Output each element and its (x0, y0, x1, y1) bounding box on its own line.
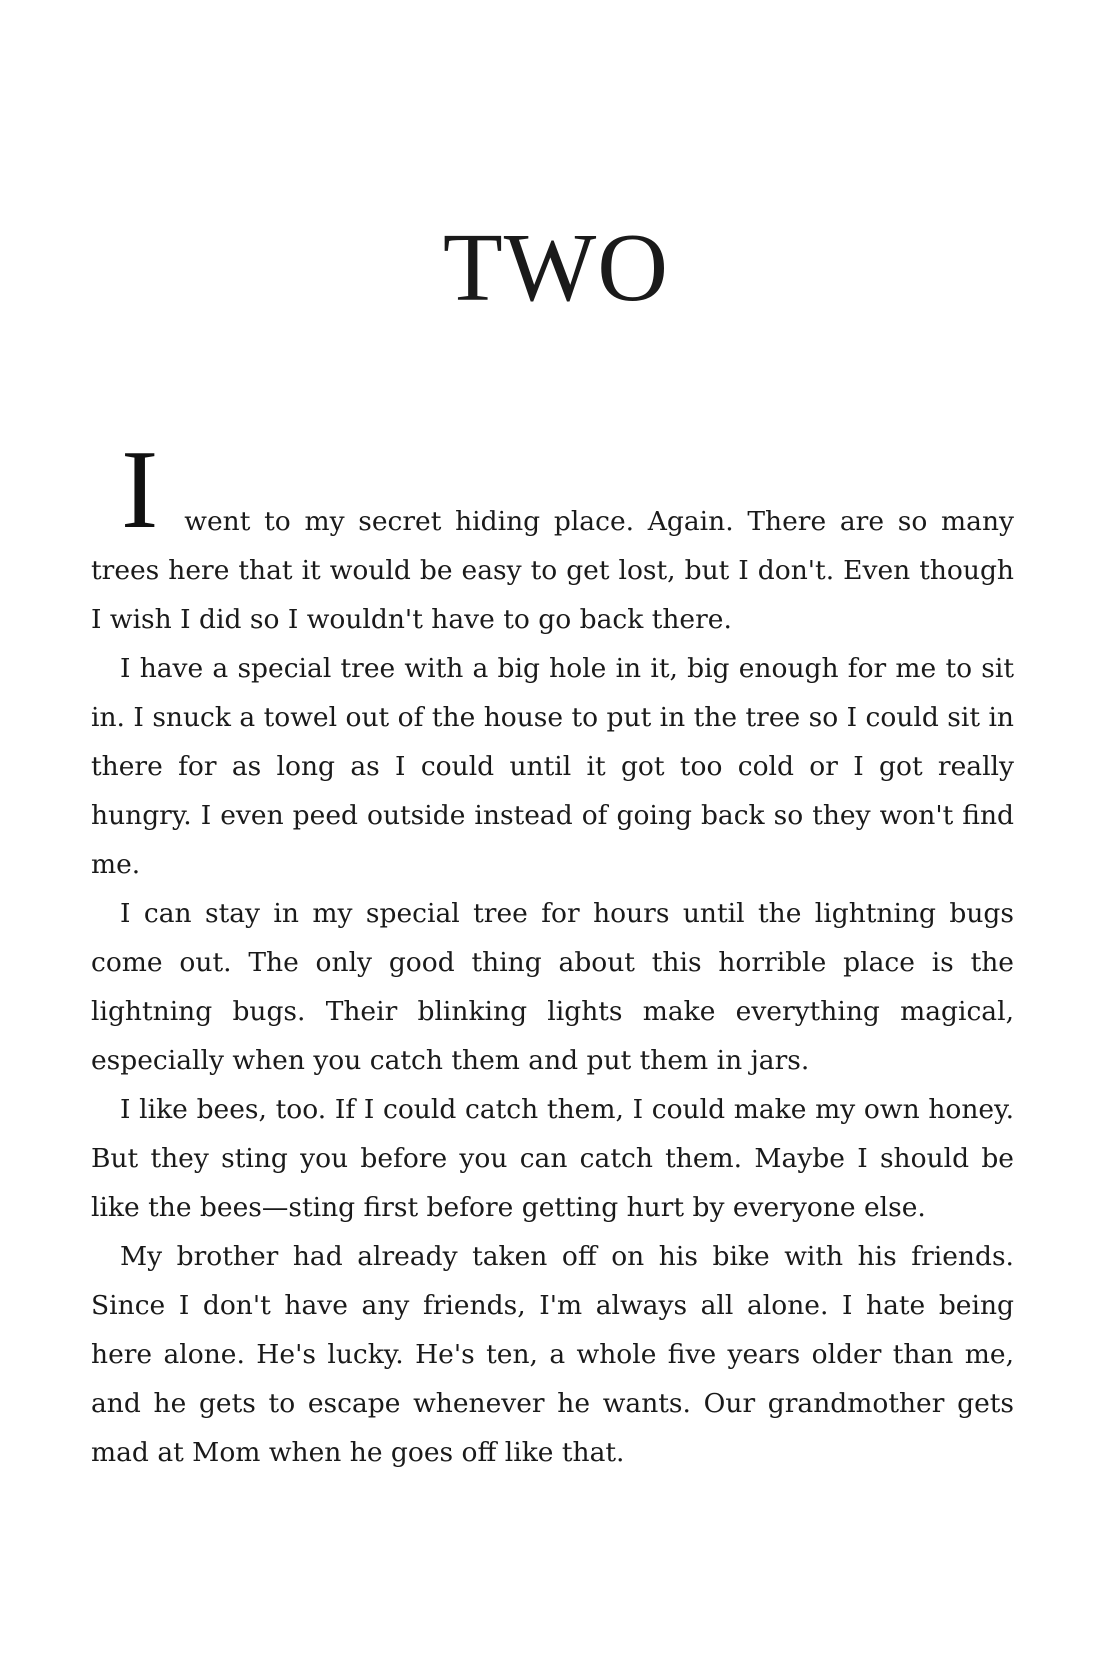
chapter-body (91, 428, 1014, 1477)
opening-line-text: went to my secret hiding place. Again. There are so many (184, 506, 1014, 537)
drop-cap: I (121, 428, 159, 552)
paragraph: I like bees, too. If I could catch them, I could make my own honey. But they sting you before you can catch them. Maybe I should be like the bees—sting first before getting hurt by everyone else. (91, 1094, 1014, 1223)
paragraph: I have a special tree with a big hole in it, big enough for me to sit in. I snuck a towel out of the house to put in the tree so I could sit in there for as long as I could until it got too cold or I got really hungry. I even peed outside instead of going back so they won't find me. (91, 653, 1014, 880)
paragraph: I can stay in my special tree for hours until the lightning bugs come out. The only good thing about this horrible place is the lightning bugs. Their blinking lights make everything magical, especially when you catch them and put them in jars. (91, 898, 1014, 1076)
opening-line (91, 428, 1014, 552)
chapter-title: TWO (442, 214, 670, 322)
paragraph: My brother had already taken off on his bike with his friends. Since I don't have any friends, I'm always all alone. I hate being here alone. He's lucky. He's ten, a whole five years older than me, and he gets to escape whenever he wants. Our grandmother gets mad at Mom when he goes off like that. (91, 1241, 1014, 1468)
opening-paragraph-rest: trees here that it would be easy to get lost, but I don't. Even though I wish I did so I wouldn't have to go back there. (91, 555, 1014, 635)
